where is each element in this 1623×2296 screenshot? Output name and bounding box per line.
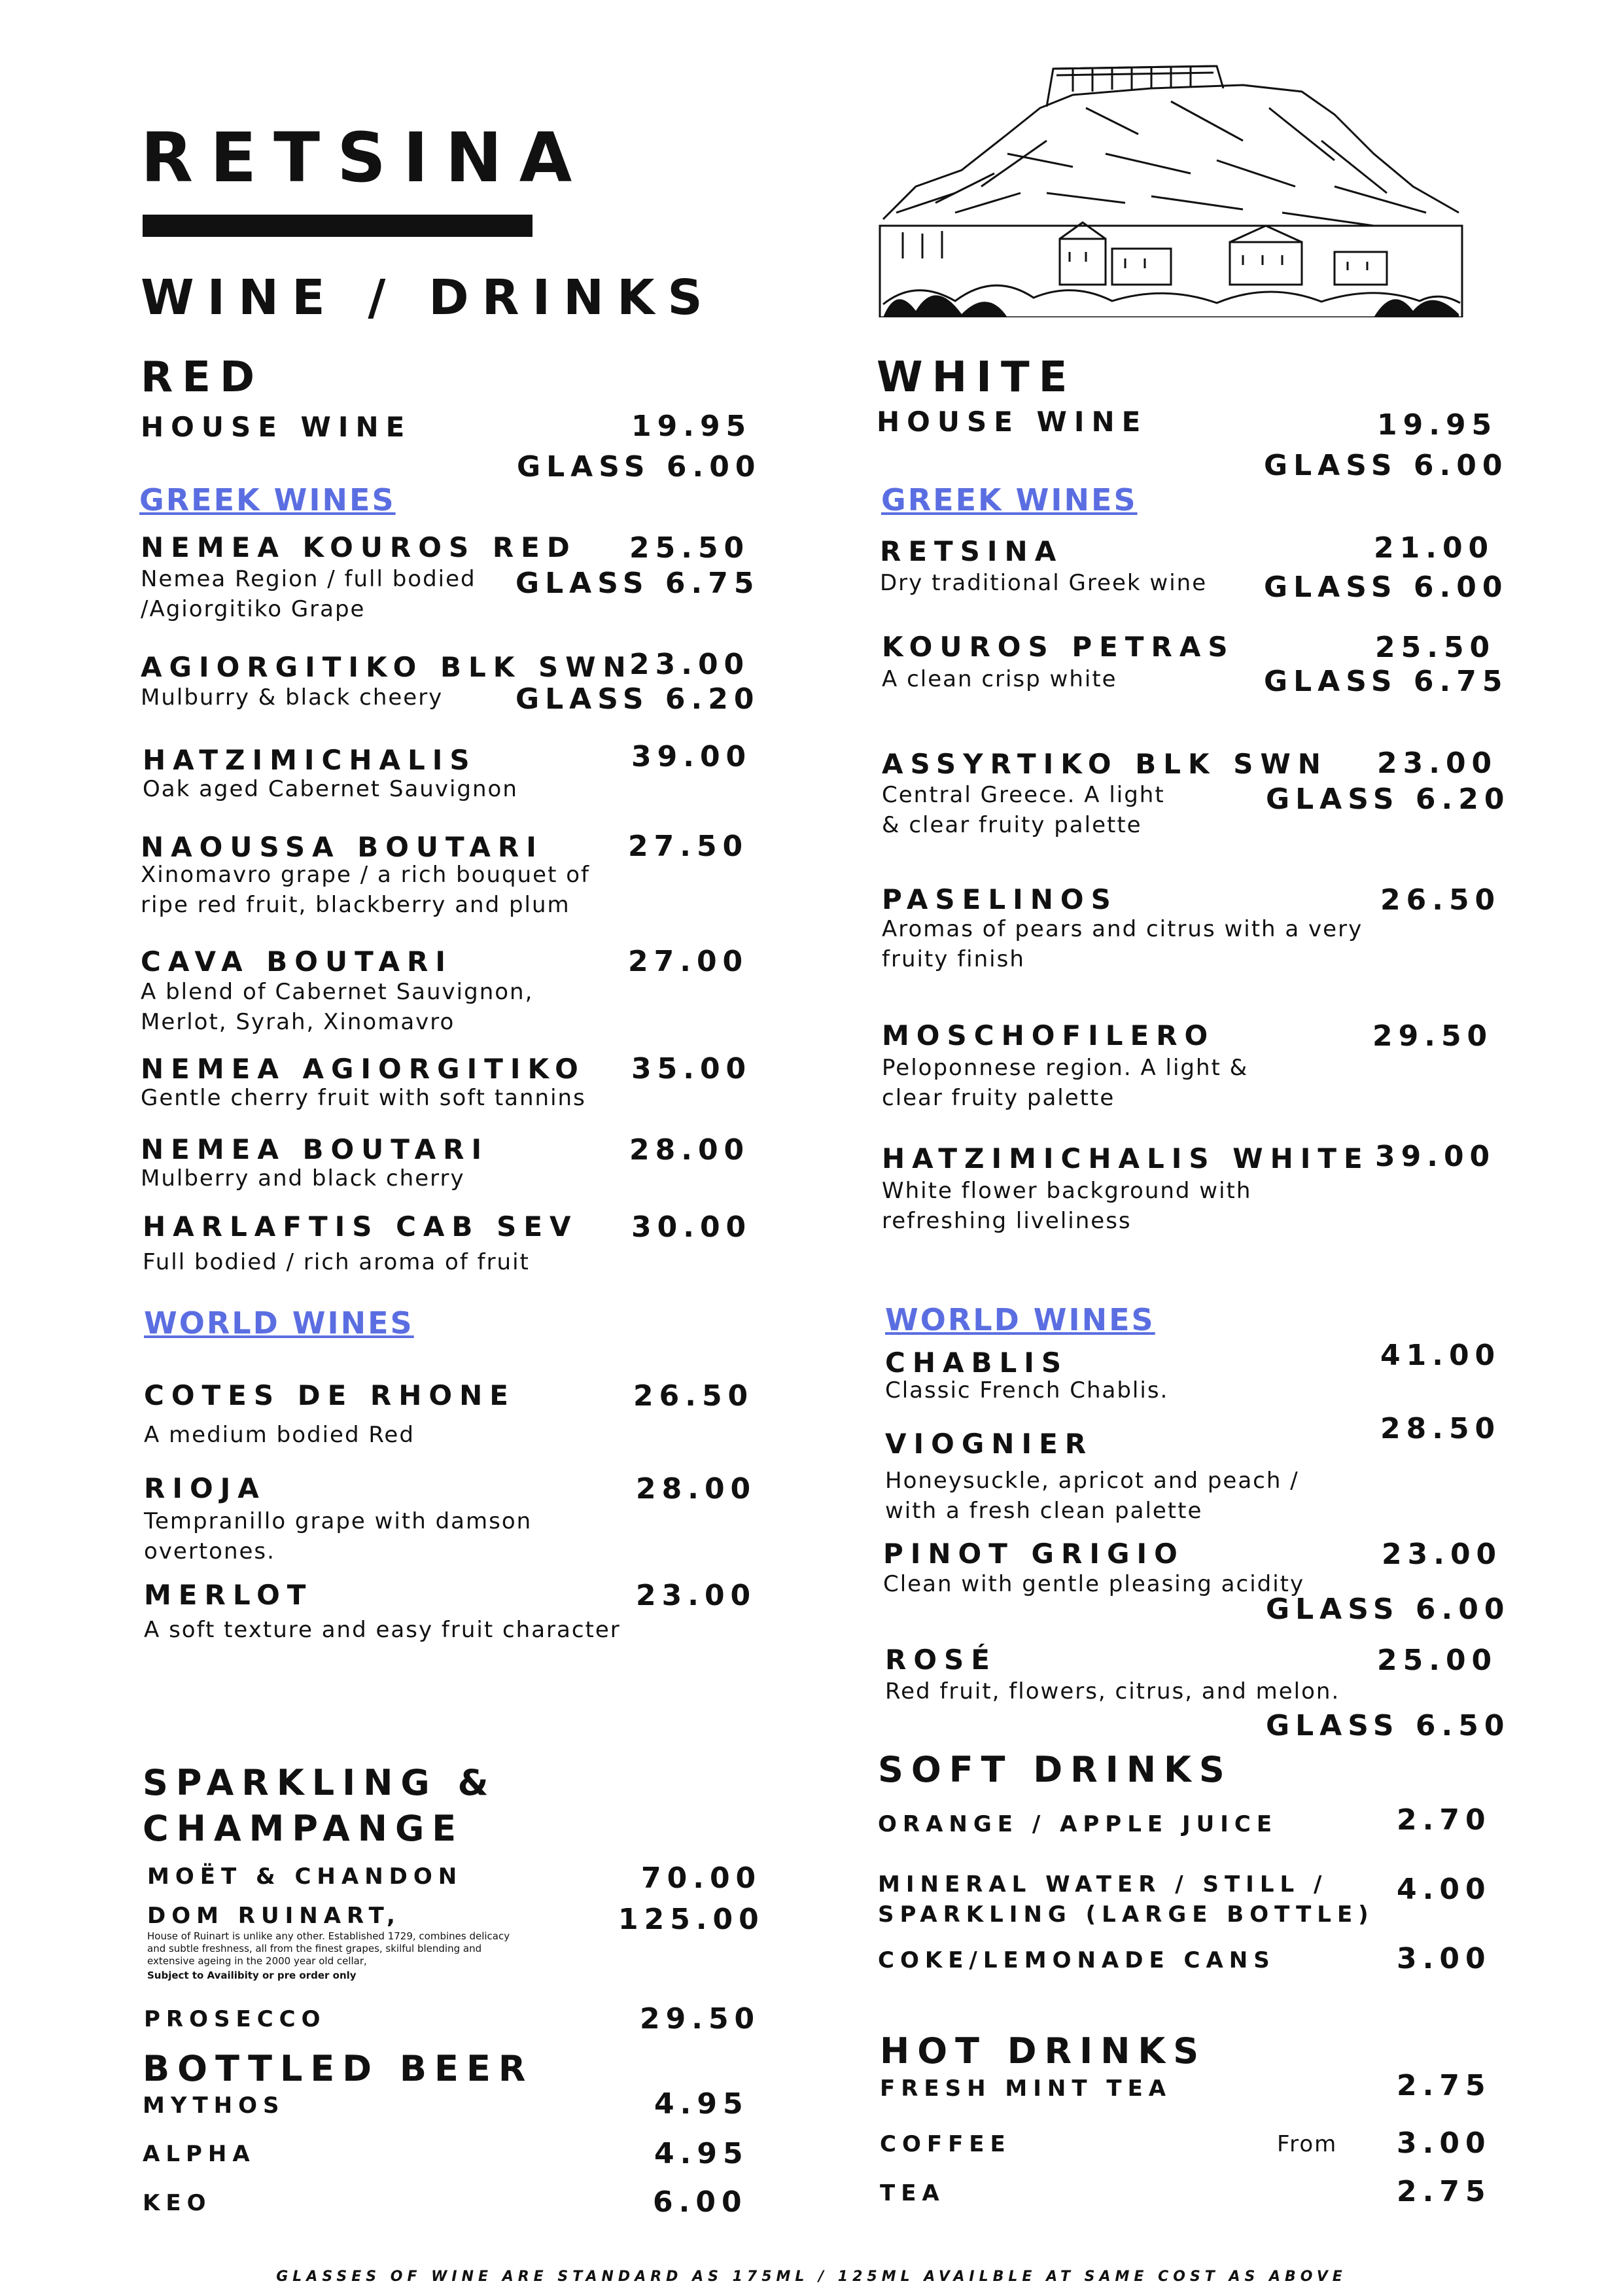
- wine-name: HARLAFTIS CAB SEV: [143, 1210, 578, 1243]
- drink-price: 4.00: [1397, 1873, 1492, 1906]
- drink-name: MOËT & CHANDON: [147, 1863, 463, 1890]
- beer-name: ALPHA: [143, 2141, 256, 2167]
- wine-price: 23.00: [1382, 1538, 1503, 1571]
- wine-price: 25.00: [1377, 1644, 1498, 1677]
- wine-description: Mulberry and black cherry: [141, 1165, 465, 1192]
- wine-name: PASELINOS: [882, 883, 1118, 915]
- drink-price: 2.70: [1397, 1803, 1492, 1837]
- wine-description: Red fruit, flowers, citrus, and melon.: [885, 1678, 1340, 1704]
- drink-name: MINERAL WATER / STILL /: [878, 1871, 1328, 1898]
- wine-description: Honeysuckle, apricot and peach / with a fresh clean palette: [885, 1468, 1299, 1524]
- wine-name: PINOT GRIGIO: [883, 1538, 1185, 1570]
- red-house-wine-name: HOUSE WINE: [141, 411, 412, 443]
- wine-description: Full bodied / rich aroma of fruit: [143, 1249, 530, 1275]
- beer-name: MYTHOS: [143, 2093, 285, 2119]
- wine-description: Aromas of pears and citrus with a very fruity finish: [882, 916, 1363, 972]
- beer-heading: BOTTLED BEER: [143, 2048, 534, 2089]
- acropolis-sketch-icon: [877, 62, 1465, 317]
- red-greek-wines-link[interactable]: GREEK WINES: [139, 482, 396, 518]
- wine-price: 39.00: [1375, 1140, 1496, 1173]
- red-house-wine-glass: GLASS 6.00: [517, 450, 761, 484]
- drink-name: PROSECCO: [144, 2006, 326, 2032]
- white-house-wine-glass: GLASS 6.00: [1264, 449, 1509, 482]
- wine-glass-price: GLASS 6.00: [1266, 1593, 1510, 1626]
- wine-description: A clean crisp white: [882, 666, 1117, 692]
- wine-name: NEMEA AGIORGITIKO: [141, 1053, 585, 1085]
- wine-description: Xinomavro grape / a rich bouquet of ripe red fruit, blackberry and plum: [141, 862, 590, 918]
- drink-price: 125.00: [618, 1903, 765, 1936]
- wine-name: NEMEA KOUROS RED: [141, 531, 577, 563]
- wine-price: 29.50: [1372, 1019, 1493, 1053]
- drink-name: COFFEE: [880, 2131, 1011, 2157]
- drink-price-prefix: From: [1277, 2131, 1338, 2157]
- white-greek-wines-link[interactable]: GREEK WINES: [881, 482, 1138, 518]
- wine-glass-price: GLASS 6.75: [1264, 665, 1509, 698]
- wine-name: HATZIMICHALIS: [143, 744, 477, 776]
- drink-name: COKE/LEMONADE CANS: [878, 1947, 1276, 1973]
- wine-name: COTES DE RHONE: [144, 1379, 515, 1411]
- wine-name: RIOJA: [144, 1472, 266, 1504]
- wine-price: 28.50: [1380, 1412, 1501, 1445]
- white-house-wine-price: 19.95: [1377, 408, 1498, 442]
- wine-name: RETSINA: [880, 535, 1064, 567]
- wine-name: VIOGNIER: [885, 1428, 1094, 1460]
- beer-price: 6.00: [653, 2185, 748, 2219]
- drink-name: DOM RUINART,: [147, 1903, 401, 1929]
- wine-description: Tempranillo grape with damson overtones.: [144, 1508, 532, 1564]
- wine-name: MERLOT: [144, 1579, 313, 1611]
- wine-price: 23.00: [1377, 747, 1498, 780]
- wine-price: 23.00: [629, 648, 750, 681]
- wine-price: 39.00: [631, 740, 752, 773]
- menu-subtitle: WINE / DRINKS: [141, 270, 716, 326]
- drink-price: 29.50: [640, 2002, 761, 2036]
- glass-size-footnote: GLASSES OF WINE ARE STANDARD AS 175ML / 125ML AVAILBLE AT SAME COST AS ABOVE: [276, 2269, 1347, 2285]
- wine-name: NAOUSSA BOUTARI: [141, 831, 544, 863]
- wine-price: 28.00: [629, 1133, 750, 1167]
- beer-price: 4.95: [654, 2087, 749, 2121]
- drink-availability-note: Subject to Availibity or pre order only: [147, 1969, 357, 1981]
- wine-name: AGIORGITIKO BLK SWN: [141, 651, 633, 683]
- soft-drinks-heading: SOFT DRINKS: [878, 1749, 1232, 1790]
- wine-price: 25.50: [629, 531, 750, 565]
- wine-description: A blend of Cabernet Sauvignon, Merlot, Syrah, Xinomavro: [141, 979, 534, 1035]
- wine-description: Classic French Chablis.: [885, 1377, 1169, 1404]
- wine-glass-price: GLASS 6.20: [1266, 783, 1510, 816]
- restaurant-title: RETSINA: [141, 118, 589, 198]
- wine-price: 28.00: [636, 1472, 757, 1506]
- wine-description: Clean with gentle pleasing acidity: [883, 1571, 1305, 1597]
- drink-price: 2.75: [1397, 2175, 1492, 2208]
- beer-name: KEO: [143, 2190, 212, 2216]
- wine-price: 27.00: [628, 945, 749, 978]
- red-house-wine-price: 19.95: [631, 410, 752, 443]
- wine-price: 23.00: [636, 1579, 757, 1612]
- wine-description: A soft texture and easy fruit character: [144, 1617, 621, 1643]
- drink-price: 2.75: [1397, 2069, 1492, 2102]
- wine-description: Central Greece. A light & clear fruity palette: [882, 782, 1165, 838]
- white-world-wines-link[interactable]: WORLD WINES: [885, 1302, 1155, 1337]
- wine-name: KOUROS PETRAS: [882, 631, 1235, 663]
- wine-description: Gentle cherry fruit with soft tannins: [141, 1085, 586, 1111]
- wine-name: HATZIMICHALIS WHITE: [882, 1142, 1370, 1174]
- wine-price: 35.00: [631, 1052, 752, 1086]
- wine-name: NEMEA BOUTARI: [141, 1133, 489, 1165]
- wine-price: 26.50: [1380, 883, 1501, 917]
- white-heading: WHITE: [877, 353, 1077, 402]
- wine-price: 25.50: [1375, 631, 1496, 664]
- white-house-wine-name: HOUSE WINE: [877, 406, 1148, 438]
- drink-price: 3.00: [1397, 1942, 1492, 1975]
- wine-name: ROSÉ: [885, 1644, 997, 1676]
- wine-description: Oak aged Cabernet Sauvignon: [143, 776, 518, 802]
- wine-price: 27.50: [628, 830, 749, 863]
- red-world-wines-link[interactable]: WORLD WINES: [144, 1305, 414, 1341]
- wine-description: Mulburry & black cheery: [141, 684, 444, 711]
- wine-name: CAVA BOUTARI: [141, 945, 453, 978]
- wine-price: 41.00: [1380, 1339, 1501, 1372]
- wine-description: White flower background with refreshing liveliness: [882, 1178, 1252, 1234]
- wine-name: CHABLIS: [885, 1347, 1069, 1379]
- wine-description: Nemea Region / full bodied /Agiorgitiko Grape: [141, 566, 476, 622]
- wine-name: MOSCHOFILERO: [882, 1019, 1215, 1051]
- wine-price: 30.00: [631, 1210, 752, 1244]
- beer-price: 4.95: [654, 2137, 749, 2170]
- hot-drinks-heading: HOT DRINKS: [880, 2030, 1207, 2072]
- sparkling-heading-line2: CHAMPANGE: [143, 1808, 464, 1849]
- drink-name: ORANGE / APPLE JUICE: [878, 1811, 1278, 1837]
- drink-price: 70.00: [641, 1862, 762, 1895]
- drink-price: 3.00: [1397, 2127, 1492, 2160]
- wine-glass-price: GLASS 6.20: [515, 682, 760, 716]
- sparkling-heading-line1: SPARKLING &: [143, 1762, 497, 1803]
- drink-name-line2: SPARKLING (LARGE BOTTLE): [878, 1901, 1374, 1928]
- wine-glass-price: GLASS 6.75: [515, 567, 760, 600]
- drink-name: FRESH MINT TEA: [880, 2075, 1172, 2102]
- drink-name: TEA: [880, 2180, 945, 2206]
- title-underline-bar: [143, 215, 532, 237]
- wine-price: 21.00: [1374, 531, 1495, 565]
- wine-description: A medium bodied Red: [144, 1422, 415, 1448]
- wine-price: 26.50: [633, 1379, 754, 1413]
- drink-description: House of Ruinart is unlike any other. Established 1729, combines delicacy and subtle freshness, all from the finest grapes, skilful blending and extensive ageing in the 2000 year old cellar,: [147, 1930, 510, 1967]
- wine-name: ASSYRTIKO BLK SWN: [882, 748, 1328, 780]
- wine-glass-price: GLASS 6.50: [1266, 1709, 1510, 1742]
- wine-glass-price: GLASS 6.00: [1264, 571, 1509, 604]
- red-heading: RED: [141, 353, 264, 402]
- wine-description: Peloponnese region. A light & clear fruity palette: [882, 1055, 1249, 1111]
- wine-description: Dry traditional Greek wine: [880, 570, 1208, 596]
